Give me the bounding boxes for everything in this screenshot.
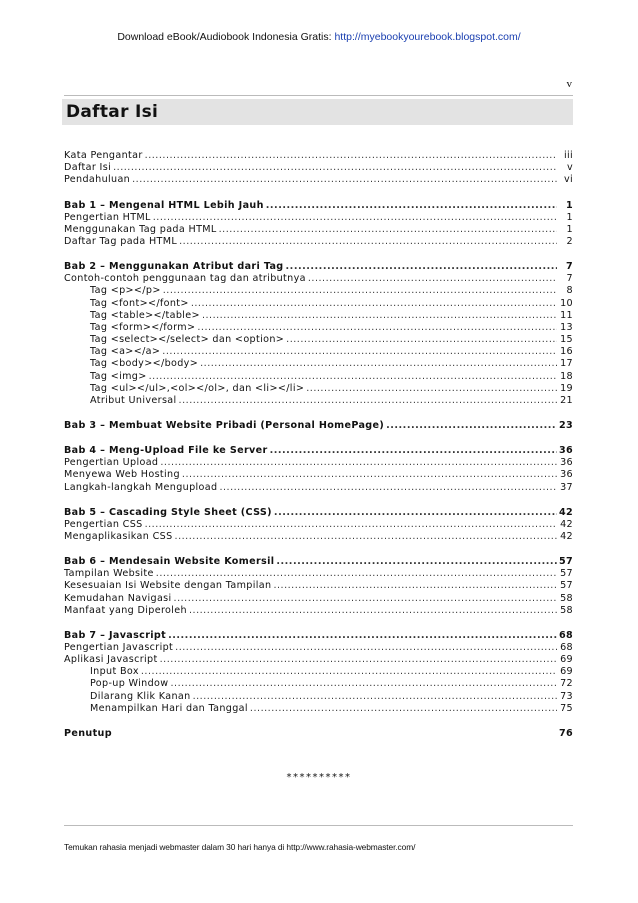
section-gap [64, 543, 573, 555]
toc-chapter[interactable] [64, 506, 573, 519]
toc-entry-label: Bab 6 – Mendesain Website Komersil [64, 556, 275, 568]
toc-entry-label: Manfaat yang Diperoleh [64, 604, 187, 616]
bottom-divider [64, 825, 573, 826]
toc-entry-label: Bab 1 – Mengenal HTML Lebih Jauh [64, 199, 264, 211]
toc-item[interactable] [64, 642, 573, 654]
dot-leader [132, 174, 557, 186]
dot-leader [179, 395, 557, 407]
toc-item[interactable] [64, 469, 573, 481]
dot-leader [153, 212, 557, 224]
top-divider [64, 95, 573, 96]
section-gap [64, 248, 573, 260]
toc-item[interactable] [64, 310, 573, 322]
dot-leader [163, 285, 557, 297]
dot-leader [141, 666, 557, 678]
toc-entry-page: 72 [560, 678, 573, 690]
toc-entry-page: 8 [566, 285, 573, 297]
toc-entry-label: Kemudahan Navigasi [64, 592, 172, 604]
download-header [0, 31, 638, 43]
toc-chapter[interactable] [64, 199, 573, 212]
toc-entry-page: v [566, 162, 573, 174]
dot-leader [113, 162, 557, 174]
toc-entry-page: 58 [560, 604, 573, 616]
title-bar [62, 99, 573, 125]
page-title: Daftar Isi [66, 102, 159, 122]
section-gap [64, 715, 573, 727]
toc-entry-label: Menyewa Web Hosting [64, 469, 180, 481]
dot-leader [170, 678, 557, 690]
dot-leader [175, 642, 557, 654]
toc-entry-page: 18 [560, 370, 573, 382]
toc-entry-label: Tag <a></a> [90, 346, 161, 358]
toc-entry-page: 58 [560, 592, 573, 604]
toc-entry-page: 36 [560, 469, 573, 481]
toc-entry-page: 42 [560, 518, 573, 530]
toc-entry-label: Bab 2 – Menggunakan Atribut dari Tag [64, 261, 284, 273]
toc-entry-page: 17 [560, 358, 573, 370]
toc-entry-label: Atribut Universal [90, 395, 177, 406]
toc-chapter[interactable] [64, 260, 573, 273]
toc-item[interactable] [64, 531, 573, 543]
toc-entry-label: Pengertian Javascript [64, 641, 174, 653]
toc-item[interactable] [64, 162, 573, 174]
toc-item[interactable] [64, 593, 573, 605]
toc-entry-label: Daftar Isi [64, 162, 112, 174]
dot-leader [197, 322, 557, 334]
footer-text: Temukan rahasia menjadi webmaster dalam 30 hari hanya di http://www.rahasia-webmaster.com/ [64, 842, 416, 852]
dot-leader [250, 703, 557, 715]
toc-entry-label: Bab 3 – Membuat Website Pribadi (Personal HomePage) [64, 420, 385, 432]
toc-entry-label: Kesesuaian Isi Website dengan Tampilan [64, 580, 272, 592]
toc-item[interactable] [64, 346, 573, 358]
toc-entry-page: 23 [558, 420, 573, 432]
toc-entry-page: 13 [560, 321, 573, 333]
toc-entry-page: 57 [560, 580, 573, 592]
dot-leader [149, 371, 557, 383]
toc-entry-page: 7 [566, 273, 573, 285]
toc-entry-page: 68 [560, 641, 573, 653]
toc-entry-page: 1 [565, 199, 573, 211]
toc-entry-page: 1 [566, 211, 573, 223]
toc-entry-label: Menggunakan Tag pada HTML [64, 223, 217, 235]
toc-entry-page: 57 [560, 568, 573, 580]
section-gap [64, 407, 573, 419]
dot-leader [179, 236, 557, 248]
dot-leader [306, 383, 557, 395]
dot-leader [202, 310, 557, 322]
dot-leader [145, 519, 557, 531]
toc-item[interactable] [64, 703, 573, 715]
table-of-contents [64, 150, 573, 740]
dot-leader [274, 506, 557, 519]
toc-entry-label: Tag <select></select> dan <option> [90, 334, 285, 346]
toc-entry-label: Pengertian HTML [64, 211, 151, 223]
toc-chapter[interactable] [64, 444, 573, 457]
dot-leader [266, 199, 557, 212]
toc-entry-label: Contoh-contoh penggunaan tag dan atributnya [64, 273, 306, 285]
section-gap [64, 432, 573, 444]
toc-entry-page: 15 [560, 334, 573, 346]
toc-entry-label: Pengertian CSS [64, 518, 143, 530]
dot-leader [145, 150, 557, 162]
toc-chapter[interactable] [64, 629, 573, 642]
toc-item[interactable] [64, 482, 573, 494]
toc-entry-page: vi [563, 174, 573, 186]
section-gap [64, 187, 573, 199]
toc-entry-label: Mengaplikasikan CSS [64, 530, 173, 542]
toc-entry-page: 16 [560, 346, 573, 358]
dot-leader [162, 346, 557, 358]
toc-entry-page: 2 [566, 235, 573, 247]
toc-entry-page: 68 [558, 629, 573, 641]
toc-item[interactable] [64, 383, 573, 395]
toc-entry-label: Aplikasi Javascript [64, 654, 158, 666]
toc-item[interactable] [64, 519, 573, 531]
dot-leader [156, 568, 557, 580]
dot-leader [160, 654, 557, 666]
toc-item[interactable] [64, 371, 573, 383]
section-gap [64, 617, 573, 629]
dot-leader [273, 580, 557, 592]
toc-entry-label: Tag <body></body> [90, 358, 199, 370]
dot-leader [189, 605, 557, 617]
dot-leader [168, 629, 557, 642]
toc-entry-page: 19 [560, 382, 573, 394]
toc-entry-page: iii [563, 150, 573, 161]
toc-entry-page: 21 [560, 395, 573, 406]
toc-item[interactable] [64, 605, 573, 617]
toc-entry-label: Tag <p></p> [90, 285, 161, 297]
toc-entry-page: 57 [558, 556, 573, 568]
toc-item[interactable] [64, 580, 573, 592]
toc-entry-label: Tag <form></form> [90, 321, 196, 333]
separator-stars: ********** [286, 772, 352, 783]
dot-leader [276, 555, 557, 568]
toc-entry-page: 69 [560, 654, 573, 666]
dot-leader [286, 334, 557, 346]
toc-entry-label: Bab 7 – Javascript [64, 629, 167, 641]
dot-leader [219, 224, 557, 236]
toc-entry-label: Bab 4 – Meng-Upload File ke Server [64, 445, 268, 457]
toc-chapter[interactable] [64, 555, 573, 568]
dot-leader [386, 419, 557, 432]
dot-leader [270, 444, 557, 457]
section-gap [64, 494, 573, 506]
toc-item[interactable] [64, 678, 573, 690]
page-number: v [566, 78, 572, 90]
toc-chapter[interactable] [64, 727, 573, 740]
dot-leader [160, 457, 557, 469]
toc-entry-label: Pengertian Upload [64, 457, 159, 469]
toc-entry-page: 11 [560, 309, 573, 321]
toc-entry-page: 1 [566, 223, 573, 235]
toc-entry-label: Pop-up Window [90, 678, 169, 690]
toc-entry-label: Dilarang Klik Kanan [90, 690, 191, 702]
toc-item[interactable] [64, 457, 573, 469]
toc-item[interactable] [64, 298, 573, 310]
toc-entry-label: Kata Pengantar [64, 150, 143, 161]
toc-entry-label: Tag <img> [90, 370, 147, 382]
toc-entry-page: 7 [565, 261, 573, 273]
toc-entry-label: Input Box [90, 666, 139, 678]
toc-entry-label: Daftar Tag pada HTML [64, 235, 178, 247]
toc-entry-page: 69 [560, 666, 573, 678]
toc-item[interactable] [64, 174, 573, 186]
toc-entry-label: Tag <table></table> [90, 309, 200, 321]
toc-entry-page: 37 [560, 481, 573, 493]
toc-item[interactable] [64, 322, 573, 334]
dot-leader [182, 469, 557, 481]
toc-entry-label: Bab 5 – Cascading Style Sheet (CSS) [64, 506, 272, 518]
dot-leader [175, 531, 557, 543]
dot-leader [286, 260, 557, 273]
blog-link[interactable]: http://myebookyourebook.blogspot.com/ [334, 31, 521, 43]
toc-item[interactable] [64, 395, 573, 407]
toc-entry-label: Tag <font></font> [90, 297, 189, 309]
toc-entry-page: 75 [560, 702, 573, 714]
toc-item[interactable] [64, 666, 573, 678]
toc-item[interactable] [64, 568, 573, 580]
toc-entry-label: Menampilkan Hari dan Tanggal [90, 702, 248, 714]
toc-entry-page: 36 [558, 445, 573, 457]
dot-leader [200, 358, 557, 370]
toc-entry-label: Penutup [64, 728, 112, 739]
toc-entry-page: 76 [558, 728, 573, 739]
toc-item[interactable] [64, 334, 573, 346]
toc-item[interactable] [64, 224, 573, 236]
toc-entry-page: 36 [560, 457, 573, 469]
dot-leader [308, 273, 557, 285]
toc-entry-label: Tampilan Website [64, 568, 154, 580]
toc-item[interactable] [64, 691, 573, 703]
toc-chapter[interactable] [64, 419, 573, 432]
dot-leader [191, 298, 557, 310]
dot-leader [193, 691, 557, 703]
toc-entry-page: 73 [560, 690, 573, 702]
dot-leader [219, 482, 557, 494]
toc-entry-page: 42 [558, 506, 573, 518]
toc-item[interactable] [64, 150, 573, 162]
toc-entry-page: 42 [560, 530, 573, 542]
toc-entry-label: Pendahuluan [64, 174, 131, 186]
toc-item[interactable] [64, 654, 573, 666]
toc-item[interactable] [64, 212, 573, 224]
dot-leader [174, 593, 557, 605]
toc-item[interactable] [64, 273, 573, 285]
toc-item[interactable] [64, 358, 573, 370]
download-text: Download eBook/Audiobook Indonesia Gratis: [117, 31, 332, 43]
toc-item[interactable] [64, 285, 573, 297]
toc-entry-label: Langkah-langkah Mengupload [64, 481, 218, 493]
toc-entry-label: Tag <ul></ul>,<ol></ol>, dan <li></li> [90, 382, 305, 394]
toc-entry-page: 10 [560, 297, 573, 309]
toc-item[interactable] [64, 236, 573, 248]
